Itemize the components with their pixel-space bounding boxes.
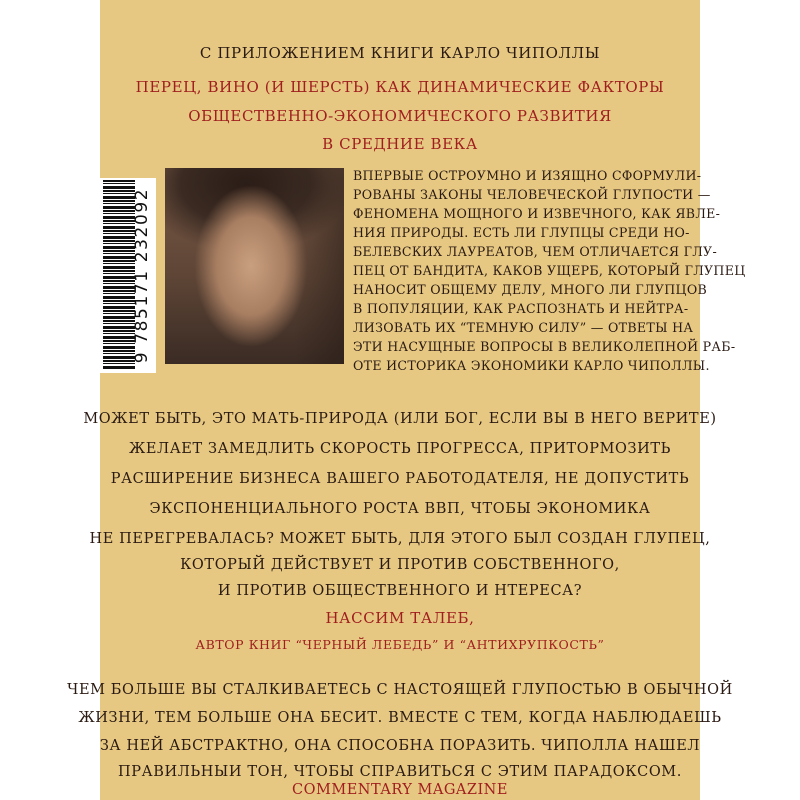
- quote2-source: COMMENTARY MAGAZINE: [292, 782, 508, 798]
- header-title-line-1: ПЕРЕЦ, ВИНО (И ШЕРСТЬ) КАК ДИНАМИЧЕСКИЕ ФАКТОРЫ: [135, 78, 665, 96]
- bio-line: БЕЛЕВСКИХ ЛАУРЕАТОВ, ЧЕМ ОТЛИЧАЕТСЯ ГЛУ-: [353, 244, 717, 259]
- bio-line: НИЯ ПРИРОДЫ. ЕСТЬ ЛИ ГЛУПЦЫ СРЕДИ НО-: [353, 225, 690, 240]
- bio-line: ФЕНОМЕНА МОЩНОГО И ИЗВЕЧНОГО, КАК ЯВЛЕ-: [353, 206, 721, 221]
- quote1-line: МОЖЕТ БЫТЬ, ЭТО МАТЬ-ПРИРОДА (ИЛИ БОГ, ЕСЛИ ВЫ В НЕГО ВЕРИТЕ): [83, 411, 717, 427]
- quote2-line: ПРАВИЛЬНЫЙ ТОН, ЧТОБЫ СПРАВИТЬСЯ С ЭТИМ ПАРАДОКСОМ.: [118, 764, 682, 780]
- bio-line: ОТЕ ИСТОРИКА ЭКОНОМИКИ КАРЛО ЧИПОЛЛЫ.: [353, 358, 710, 373]
- header-title-line-2: ОБЩЕСТВЕННО-ЭКОНОМИЧЕСКОГО РАЗВИТИЯ: [188, 107, 612, 125]
- barcode-digits: 9 785171 232092: [132, 187, 152, 364]
- quote1-line: ЭКСПОНЕНЦИАЛЬНОГО РОСТА ВВП, ЧТОБЫ ЭКОНОМИКА: [149, 501, 651, 517]
- quote1-author-note: АВТОР КНИГ “ЧЕРНЫЙ ЛЕБЕДЬ” И “АНТИХРУПКОСТЬ”: [195, 637, 605, 652]
- quote1-line: РАСШИРЕНИЕ БИЗНЕСА ВАШЕГО РАБОТОДАТЕЛЯ, НЕ ДОПУСТИТЬ: [110, 471, 690, 487]
- bio-line: НАНОСИТ ОБЩЕМУ ДЕЛУ, МНОГО ЛИ ГЛУПЦОВ: [353, 282, 707, 297]
- quote2-line: ЧЕМ БОЛЬШЕ ВЫ СТАЛКИВАЕТЕСЬ С НАСТОЯЩЕЙ ГЛУПОСТЬЮ В ОБЫЧНОЙ: [67, 682, 733, 698]
- bio-line: ЛИЗОВАТЬ ИХ “ТЕМНУЮ СИЛУ” — ОТВЕТЫ НА: [353, 320, 694, 335]
- author-photo: [165, 168, 344, 364]
- bio-line: ЭТИ НАСУЩНЫЕ ВОПРОСЫ В ВЕЛИКОЛЕПНОЙ РАБ-: [353, 339, 736, 354]
- quote2-line: ЖИЗНИ, ТЕМ БОЛЬШЕ ОНА БЕСИТ. ВМЕСТЕ С ТЕМ, КОГДА НАБЛЮДАЕШЬ: [78, 710, 722, 726]
- header-title-line-3: В СРЕДНИЕ ВЕКА: [322, 135, 478, 153]
- bio-line: РОВАНЫ ЗАКОНЫ ЧЕЛОВЕЧЕСКОЙ ГЛУПОСТИ —: [353, 187, 711, 202]
- bio-line: ВПЕРВЫЕ ОСТРОУМНО И ИЗЯЩНО СФОРМУЛИ-: [353, 168, 702, 183]
- quote1-line: КОТОРЫЙ ДЕЙСТВУЕТ И ПРОТИВ СОБСТВЕННОГО,: [180, 557, 620, 573]
- bio-line: В ПОПУЛЯЦИИ, КАК РАСПОЗНАТЬ И НЕЙТРА-: [353, 301, 689, 316]
- quote1-line: НЕ ПЕРЕГРЕВАЛАСЬ? МОЖЕТ БЫТЬ, ДЛЯ ЭТОГО БЫЛ СОЗДАН ГЛУПЕЦ,: [89, 531, 711, 547]
- header-line-1: С ПРИЛОЖЕНИЕМ КНИГИ КАРЛО ЧИПОЛЛЫ: [199, 44, 601, 62]
- isbn-barcode: [100, 178, 156, 373]
- quote1-line: И ПРОТИВ ОБЩЕСТВЕННОГО И НТЕРЕСА?: [217, 583, 583, 599]
- quote1-author: НАССИМ ТАЛЕБ,: [325, 609, 475, 627]
- quote1-line: ЖЕЛАЕТ ЗАМЕДЛИТЬ СКОРОСТЬ ПРОГРЕССА, ПРИТОРМОЗИТЬ: [128, 441, 672, 457]
- quote2-line: ЗА НЕЙ АБСТРАКТНО, ОНА СПОСОБНА ПОРАЗИТЬ. ЧИПОЛЛА НАШЕЛ: [99, 738, 701, 754]
- bio-line: ПЕЦ ОТ БАНДИТА, КАКОВ УЩЕРБ, КОТОРЫЙ ГЛУПЕЦ: [353, 263, 746, 278]
